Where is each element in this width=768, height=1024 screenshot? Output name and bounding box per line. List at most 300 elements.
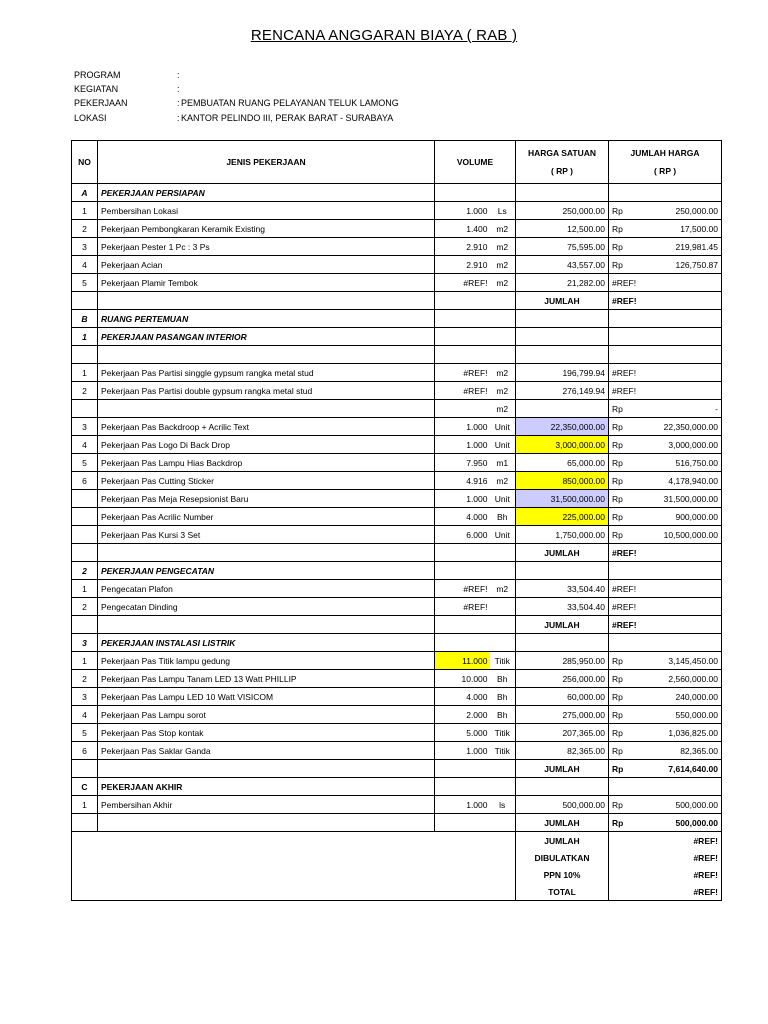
item-currency: Rp: [609, 490, 631, 508]
empty-cell: [435, 328, 516, 346]
subtotal-row: [72, 616, 722, 634]
table-row: [72, 436, 722, 454]
subtotal-currency: Rp: [609, 760, 631, 778]
item-number: 6: [72, 742, 98, 760]
item-number: 2: [72, 220, 98, 238]
item-currency: Rp: [609, 724, 631, 742]
item-unit-price: 21,282.00: [516, 274, 609, 292]
item-number: [72, 400, 98, 418]
item-total: 219,981.45: [631, 238, 722, 256]
item-unit: [490, 598, 516, 616]
item-currency: Rp: [609, 454, 631, 472]
item-number: 3: [72, 688, 98, 706]
item-currency: Rp: [609, 508, 631, 526]
item-volume: 1.000: [435, 796, 490, 814]
item-total: 10,500,000.00: [631, 526, 722, 544]
item-unit: m2: [490, 256, 516, 274]
item-description: Pekerjaan Pas Acrilic Number: [98, 508, 435, 526]
item-unit: Bh: [490, 508, 516, 526]
item-description: Pengecatan Plafon: [98, 580, 435, 598]
item-description: Pekerjaan Pas Partisi double gypsum rangka metal stud: [98, 382, 435, 400]
grand-total-label: PPN 10%: [516, 866, 609, 883]
empty-cell: [609, 310, 722, 328]
empty-cell: [435, 814, 516, 832]
empty-cell: [609, 778, 722, 796]
item-total: 17,500.00: [631, 220, 722, 238]
item-total: 500,000.00: [631, 796, 722, 814]
item-unit-price: 207,365.00: [516, 724, 609, 742]
item-unit: Unit: [490, 418, 516, 436]
empty-cell: [435, 310, 516, 328]
item-currency: Rp: [609, 526, 631, 544]
item-currency: Rp: [609, 418, 631, 436]
grand-total-value: #REF!: [609, 849, 722, 866]
table-header-row: [72, 141, 722, 184]
item-currency: Rp: [609, 220, 631, 238]
item-number: 1: [72, 580, 98, 598]
item-unit: m1: [490, 454, 516, 472]
grand-total-value: #REF!: [609, 866, 722, 883]
empty-cell: [72, 346, 98, 364]
item-currency: Rp: [609, 652, 631, 670]
header-jumlah-harga-unit: ( RP ): [653, 166, 677, 176]
item-total: 82,365.00: [631, 742, 722, 760]
table-row: [72, 724, 722, 742]
item-unit-price: 22,350,000.00: [516, 418, 609, 436]
item-unit: m2: [490, 274, 516, 292]
item-unit-price: 500,000.00: [516, 796, 609, 814]
item-volume: #REF!: [435, 364, 490, 382]
item-volume: #REF!: [435, 382, 490, 400]
item-volume: 4.000: [435, 508, 490, 526]
item-total: -: [631, 400, 722, 418]
item-currency: Rp: [609, 256, 631, 274]
item-unit-price: 65,000.00: [516, 454, 609, 472]
item-volume: 1.000: [435, 202, 490, 220]
table-row: [72, 238, 722, 256]
item-volume: 11.000: [435, 652, 490, 670]
section-title: PEKERJAAN PASANGAN INTERIOR: [98, 328, 435, 346]
item-description: Pekerjaan Pas Titik lampu gedung: [98, 652, 435, 670]
item-currency: Rp: [609, 670, 631, 688]
item-unit-price: 285,950.00: [516, 652, 609, 670]
meta-value: PEMBUATAN RUANG PELAYANAN TELUK LAMONG: [181, 98, 399, 108]
item-total: 3,000,000.00: [631, 436, 722, 454]
empty-cell: [609, 184, 722, 202]
item-number: 1: [72, 652, 98, 670]
item-number: 6: [72, 472, 98, 490]
empty-cell: [435, 616, 516, 634]
item-number: 2: [72, 670, 98, 688]
empty-cell: [98, 292, 435, 310]
item-unit: Unit: [490, 526, 516, 544]
item-unit-price: 12,500.00: [516, 220, 609, 238]
item-number: 1: [72, 796, 98, 814]
table-row: [72, 472, 722, 490]
item-currency: #REF!: [609, 274, 631, 292]
header-harga-satuan-label: HARGA SATUAN: [528, 148, 596, 158]
item-volume: 6.000: [435, 526, 490, 544]
section-row: [72, 328, 722, 346]
item-currency: #REF!: [609, 580, 631, 598]
subtotal-label: JUMLAH: [516, 544, 609, 562]
item-unit-price: 60,000.00: [516, 688, 609, 706]
subtotal-value: [631, 616, 722, 634]
item-unit-price: 276,149.94: [516, 382, 609, 400]
item-volume: #REF!: [435, 274, 490, 292]
table-row: [72, 796, 722, 814]
section-row: [72, 634, 722, 652]
item-total: 22,350,000.00: [631, 418, 722, 436]
item-total: 900,000.00: [631, 508, 722, 526]
item-unit-price: 3,000,000.00: [516, 436, 609, 454]
item-unit-price: 225,000.00: [516, 508, 609, 526]
item-unit-price: 75,595.00: [516, 238, 609, 256]
empty-cell: [98, 616, 435, 634]
table-row: [72, 454, 722, 472]
subtotal-row: [72, 814, 722, 832]
item-number: 5: [72, 724, 98, 742]
empty-cell: [516, 562, 609, 580]
item-description: Pekerjaan Pas Lampu Hias Backdrop: [98, 454, 435, 472]
item-description: Pekerjaan Plamir Tembok: [98, 274, 435, 292]
grand-total-label: JUMLAH: [516, 832, 609, 850]
item-volume: #REF!: [435, 598, 490, 616]
table-row: [72, 220, 722, 238]
item-description: Pekerjaan Pas Logo Di Back Drop: [98, 436, 435, 454]
item-unit-price: 250,000.00: [516, 202, 609, 220]
item-total: 2,560,000.00: [631, 670, 722, 688]
item-unit-price: [516, 400, 609, 418]
subtotal-row: [72, 292, 722, 310]
empty-cell: [72, 814, 98, 832]
item-total: [631, 274, 722, 292]
table-row: [72, 400, 722, 418]
item-total: [631, 580, 722, 598]
item-number: 2: [72, 598, 98, 616]
empty-cell: [609, 346, 722, 364]
section-number: B: [72, 310, 98, 328]
meta-separator: :: [177, 70, 180, 80]
empty-cell: [516, 328, 609, 346]
subtotal-row: [72, 544, 722, 562]
item-unit-price: 850,000.00: [516, 472, 609, 490]
empty-cell: [516, 310, 609, 328]
item-volume: 5.000: [435, 724, 490, 742]
item-unit: Unit: [490, 490, 516, 508]
item-currency: Rp: [609, 202, 631, 220]
item-unit: Bh: [490, 706, 516, 724]
item-total: 240,000.00: [631, 688, 722, 706]
meta-separator: :: [177, 113, 180, 123]
item-unit-price: 82,365.00: [516, 742, 609, 760]
item-unit-price: 196,799.94: [516, 364, 609, 382]
item-volume: #REF!: [435, 580, 490, 598]
item-number: 3: [72, 418, 98, 436]
item-description: Pekerjaan Pas Saklar Ganda: [98, 742, 435, 760]
table-row: [72, 274, 722, 292]
item-description: Pekerjaan Pas Lampu Tanam LED 13 Watt PHILLIP: [98, 670, 435, 688]
empty-cell: [516, 634, 609, 652]
table-row: [72, 670, 722, 688]
item-number: [72, 526, 98, 544]
section-number: 3: [72, 634, 98, 652]
item-number: 4: [72, 256, 98, 274]
item-description: Pekerjaan Pas Stop kontak: [98, 724, 435, 742]
item-volume: [435, 400, 490, 418]
item-volume: 2.910: [435, 238, 490, 256]
item-volume: 2.910: [435, 256, 490, 274]
item-description: Pengecatan Dinding: [98, 598, 435, 616]
grand-total-label: TOTAL: [516, 883, 609, 901]
grand-total-label: DIBULATKAN: [516, 849, 609, 866]
item-total: 31,500,000.00: [631, 490, 722, 508]
empty-cell: [516, 778, 609, 796]
item-number: 1: [72, 364, 98, 382]
item-number: 2: [72, 382, 98, 400]
table-row: [72, 688, 722, 706]
header-no: NO: [72, 141, 98, 184]
header-harga-satuan: [516, 141, 609, 184]
item-volume: 4.000: [435, 688, 490, 706]
table-row: [72, 256, 722, 274]
item-number: 4: [72, 706, 98, 724]
item-volume: 10.000: [435, 670, 490, 688]
subtotal-label: JUMLAH: [516, 760, 609, 778]
empty-cell: [609, 328, 722, 346]
meta-label: PEKERJAAN: [74, 98, 128, 108]
item-unit: m2: [490, 220, 516, 238]
table-row: [72, 508, 722, 526]
section-row: [72, 310, 722, 328]
item-currency: Rp: [609, 742, 631, 760]
empty-cell: [98, 814, 435, 832]
item-unit: Unit: [490, 436, 516, 454]
item-total: [631, 382, 722, 400]
meta-separator: :: [177, 84, 180, 94]
item-total: [631, 364, 722, 382]
table-row: [72, 526, 722, 544]
item-description: Pembersihan Lokasi: [98, 202, 435, 220]
item-volume: 2.000: [435, 706, 490, 724]
section-row: [72, 184, 722, 202]
item-description: Pekerjaan Pas Meja Resepsionist Baru: [98, 490, 435, 508]
table-row: [72, 382, 722, 400]
item-number: 4: [72, 436, 98, 454]
empty-cell: [435, 346, 516, 364]
item-currency: Rp: [609, 706, 631, 724]
subtotal-value: 500,000.00: [631, 814, 722, 832]
subtotal-currency: #REF!: [609, 292, 631, 310]
empty-cell: [72, 292, 98, 310]
empty-cell: [98, 760, 435, 778]
table-row: [72, 418, 722, 436]
item-total: 550,000.00: [631, 706, 722, 724]
item-total: [631, 598, 722, 616]
empty-cell: [609, 562, 722, 580]
grand-total-value: #REF!: [609, 883, 722, 901]
item-number: [72, 508, 98, 526]
section-number: C: [72, 778, 98, 796]
subtotal-currency: #REF!: [609, 616, 631, 634]
table-row: [72, 580, 722, 598]
item-number: 3: [72, 238, 98, 256]
section-title: PEKERJAAN PENGECATAN: [98, 562, 435, 580]
item-currency: #REF!: [609, 382, 631, 400]
item-currency: Rp: [609, 796, 631, 814]
empty-cell: [435, 562, 516, 580]
item-volume: 7.950: [435, 454, 490, 472]
item-number: [72, 490, 98, 508]
empty-cell: [516, 346, 609, 364]
empty-cell: [72, 760, 98, 778]
item-description: Pekerjaan Pas Lampu sorot: [98, 706, 435, 724]
table-row: [72, 490, 722, 508]
item-unit: Titik: [490, 652, 516, 670]
meta-separator: :: [177, 98, 180, 108]
empty-cell: [98, 544, 435, 562]
empty-cell: [435, 778, 516, 796]
item-description: Pekerjaan Pas Cutting Sticker: [98, 472, 435, 490]
item-description: Pekerjaan Pas Partisi singgle gypsum rangka metal stud: [98, 364, 435, 382]
subtotal-value: 7,614,640.00: [631, 760, 722, 778]
item-description: Pekerjaan Pas Kursi 3 Set: [98, 526, 435, 544]
section-title: PEKERJAAN PERSIAPAN: [98, 184, 435, 202]
item-currency: Rp: [609, 400, 631, 418]
section-title: PEKERJAAN INSTALASI LISTRIK: [98, 634, 435, 652]
empty-cell: [609, 634, 722, 652]
empty-cell: [435, 544, 516, 562]
empty-cell: [72, 544, 98, 562]
rab-table-body: [72, 184, 722, 901]
document-title: RENCANA ANGGARAN BIAYA ( RAB ): [250, 27, 518, 44]
table-row: [72, 706, 722, 724]
item-total: 1,036,825.00: [631, 724, 722, 742]
section-row: [72, 562, 722, 580]
item-volume: 1.000: [435, 742, 490, 760]
item-total: 250,000.00: [631, 202, 722, 220]
table-row: [72, 742, 722, 760]
item-description: Pekerjaan Pembongkaran Keramik Existing: [98, 220, 435, 238]
header-harga-satuan-unit: ( RP ): [550, 166, 574, 176]
subtotal-value: [631, 292, 722, 310]
item-currency: Rp: [609, 688, 631, 706]
item-description: Pekerjaan Pas Backdroop + Acrilic Text: [98, 418, 435, 436]
header-jumlah-harga: [609, 141, 722, 184]
header-jenis-pekerjaan: JENIS PEKERJAAN: [98, 141, 435, 184]
empty-cell: [516, 184, 609, 202]
item-volume: 1.000: [435, 418, 490, 436]
meta-label: LOKASI: [74, 113, 107, 123]
item-unit: m2: [490, 364, 516, 382]
item-volume: 4.916: [435, 472, 490, 490]
empty-cell: [72, 616, 98, 634]
subtotal-label: JUMLAH: [516, 814, 609, 832]
subtotal-row: [72, 760, 722, 778]
section-number: 2: [72, 562, 98, 580]
subtotal-value: [631, 544, 722, 562]
section-title: PEKERJAAN AKHIR: [98, 778, 435, 796]
item-number: 5: [72, 274, 98, 292]
item-currency: #REF!: [609, 598, 631, 616]
table-row: [72, 364, 722, 382]
item-unit-price: 31,500,000.00: [516, 490, 609, 508]
item-unit: m2: [490, 580, 516, 598]
item-description: Pekerjaan Pas Lampu LED 10 Watt VISICOM: [98, 688, 435, 706]
item-total: 4,178,940.00: [631, 472, 722, 490]
item-currency: Rp: [609, 238, 631, 256]
empty-cell: [435, 184, 516, 202]
item-volume: 1.000: [435, 436, 490, 454]
item-unit: Titik: [490, 742, 516, 760]
item-unit: ls: [490, 796, 516, 814]
item-unit: m2: [490, 472, 516, 490]
item-volume: 1.400: [435, 220, 490, 238]
meta-label: PROGRAM: [74, 70, 121, 80]
header-volume: VOLUME: [435, 141, 516, 184]
empty-cell: [435, 760, 516, 778]
section-row: [72, 778, 722, 796]
item-total: 126,750.87: [631, 256, 722, 274]
item-number: 1: [72, 202, 98, 220]
item-number: 5: [72, 454, 98, 472]
item-unit-price: 256,000.00: [516, 670, 609, 688]
grand-total-value: #REF!: [609, 832, 722, 850]
item-description: Pekerjaan Acian: [98, 256, 435, 274]
section-title: RUANG PERTEMUAN: [98, 310, 435, 328]
item-description: [98, 400, 435, 418]
item-unit: Bh: [490, 688, 516, 706]
empty-cell: [435, 292, 516, 310]
item-unit: Ls: [490, 202, 516, 220]
blank-row: [72, 346, 722, 364]
empty-cell: [435, 634, 516, 652]
item-unit: m2: [490, 238, 516, 256]
item-unit-price: 43,557.00: [516, 256, 609, 274]
section-number: A: [72, 184, 98, 202]
subtotal-label: JUMLAH: [516, 616, 609, 634]
item-total: 3,145,450.00: [631, 652, 722, 670]
item-currency: #REF!: [609, 364, 631, 382]
empty-cell: [98, 346, 435, 364]
item-description: Pekerjaan Pester 1 Pc : 3 Ps: [98, 238, 435, 256]
item-total: 516,750.00: [631, 454, 722, 472]
item-currency: Rp: [609, 436, 631, 454]
meta-value: KANTOR PELINDO III, PERAK BARAT - SURABAYA: [181, 113, 394, 123]
header-jumlah-harga-label: JUMLAH HARGA: [630, 148, 700, 158]
item-unit: Bh: [490, 670, 516, 688]
item-description: Pembersihan Akhir: [98, 796, 435, 814]
table-row: [72, 202, 722, 220]
subtotal-label: JUMLAH: [516, 292, 609, 310]
item-unit-price: 33,504.40: [516, 598, 609, 616]
section-number: 1: [72, 328, 98, 346]
item-unit-price: 275,000.00: [516, 706, 609, 724]
item-volume: 1.000: [435, 490, 490, 508]
grand-total-row: [72, 832, 722, 850]
item-unit: m2: [490, 400, 516, 418]
empty-cell: [72, 832, 516, 901]
meta-label: KEGIATAN: [74, 84, 119, 94]
table-row: [72, 652, 722, 670]
item-unit: Titik: [490, 724, 516, 742]
subtotal-currency: Rp: [609, 814, 631, 832]
table-row: [72, 598, 722, 616]
subtotal-currency: #REF!: [609, 544, 631, 562]
item-unit-price: 1,750,000.00: [516, 526, 609, 544]
item-unit-price: 33,504.40: [516, 580, 609, 598]
item-currency: Rp: [609, 472, 631, 490]
